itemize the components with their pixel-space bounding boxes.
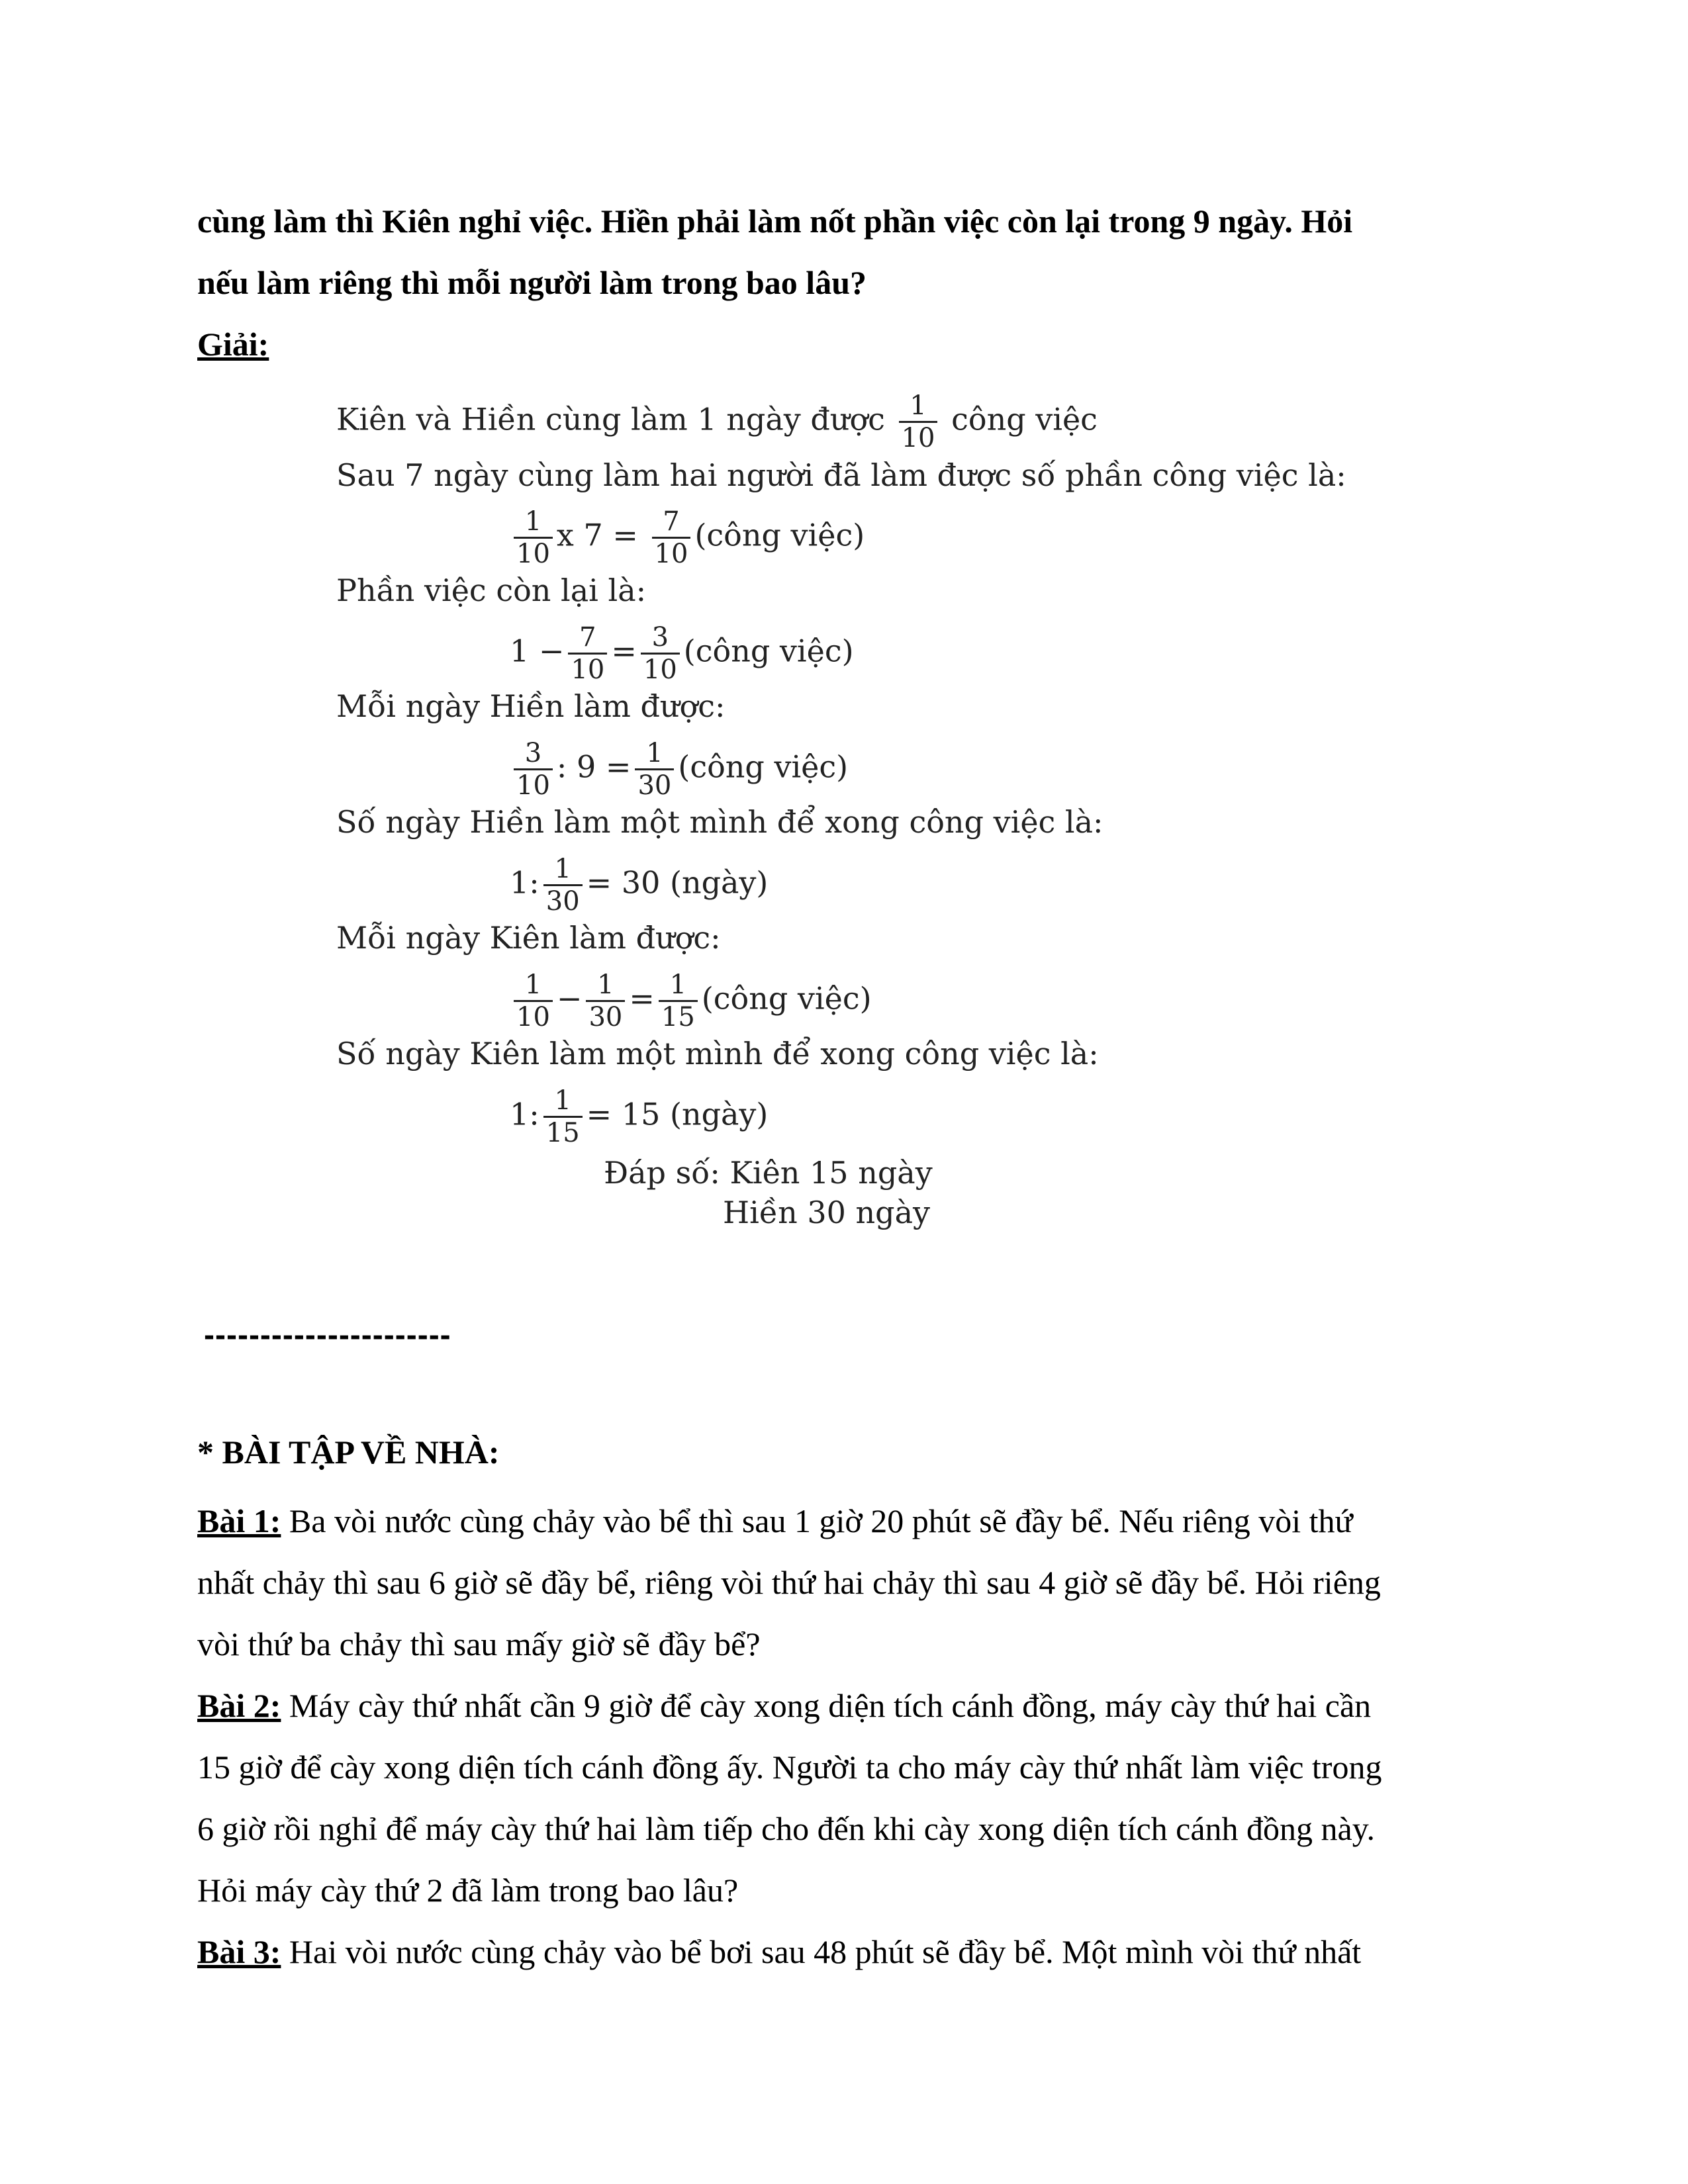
solution-line-8: Số ngày Hiền làm một mình để xong công việc là:: [336, 804, 1103, 840]
fraction: $\frac{1}{15}$: [659, 970, 698, 1032]
exercise-2-label: Bài 2:: [197, 1687, 281, 1724]
solution-line-12: Số ngày Kiên làm một mình để xong công việc là:: [336, 1036, 1099, 1071]
exercise-3-label: Bài 3:: [197, 1933, 281, 1970]
homework-heading: * BÀI TẬP VỀ NHÀ:: [197, 1433, 500, 1471]
exercise-2-line-1: Bài 2: Máy cày thứ nhất cần 9 giờ để cày xong diện tích cánh đồng, máy cày thứ hai cần: [197, 1687, 1372, 1724]
fraction: $\frac{3}{10}$: [514, 738, 553, 801]
solution-line-9: 1: $\frac{1}{30}$ = 30 (ngày): [510, 854, 769, 917]
solution-line-5: 1 − $\frac{7}{10}$ = $\frac{3}{10}$ (công việc): [510, 622, 854, 685]
fraction: $\frac{1}{30}$: [635, 738, 674, 801]
solution-line-3: $\frac{1}{10}$ x 7 = $\frac{7}{10}$ (công việc): [510, 506, 865, 569]
exercise-1-line-1: Bài 1: Ba vòi nước cùng chảy vào bể thì sau 1 giờ 20 phút sẽ đầy bể. Nếu riêng vòi thứ: [197, 1502, 1353, 1539]
fraction: $\frac{1}{15}$: [543, 1085, 583, 1148]
fraction: $\frac{1}{30}$: [586, 970, 625, 1032]
exercise-1-line-3: vòi thứ ba chảy thì sau mấy giờ sẽ đầy bể?: [197, 1625, 761, 1662]
solution-line-1: Kiên và Hiền cùng làm 1 ngày được $\frac{1}{10}$ công việc: [336, 390, 1098, 453]
solution-line-10: Mỗi ngày Kiên làm được:: [336, 920, 721, 956]
fraction: $\frac{1}{30}$: [543, 854, 583, 917]
answer-line-1: Đáp số: Kiên 15 ngày: [604, 1155, 933, 1191]
exercise-2-line-4: Hỏi máy cày thứ 2 đã làm trong bao lâu?: [197, 1872, 739, 1909]
solution-line-6: Mỗi ngày Hiền làm được:: [336, 688, 726, 724]
solution-line-7: $\frac{3}{10}$ : 9 = $\frac{1}{30}$ (công việc): [510, 738, 848, 801]
fraction: $\frac{1}{10}$: [514, 506, 553, 569]
fraction: $\frac{1}{10}$: [899, 390, 938, 453]
solution-line-11: $\frac{1}{10}$ − $\frac{1}{30}$ = $\frac{1}{15}$ (công việc): [510, 970, 872, 1032]
separator: ----------------------: [204, 1318, 451, 1353]
fraction: $\frac{7}{10}$: [568, 622, 607, 685]
fraction: $\frac{1}{10}$: [514, 970, 553, 1032]
exercise-3-line-1: Bài 3: Hai vòi nước cùng chảy vào bể bơi sau 48 phút sẽ đầy bể. Một mình vòi thứ nhất: [197, 1933, 1362, 1970]
exercise-2-line-3: 6 giờ rồi nghỉ để máy cày thứ hai làm tiếp cho đến khi cày xong diện tích cánh đồng này.: [197, 1810, 1376, 1847]
intro-line-1: cùng làm thì Kiên nghỉ việc. Hiền phải làm nốt phần việc còn lại trong 9 ngày. Hỏi: [197, 203, 1353, 240]
solution-line-4: Phần việc còn lại là:: [336, 572, 647, 608]
fraction: $\frac{7}{10}$: [652, 506, 691, 569]
exercise-2-line-2: 15 giờ để cày xong diện tích cánh đồng ấy. Người ta cho máy cày thứ nhất làm việc trong: [197, 1749, 1382, 1786]
solution-heading: Giải:: [197, 326, 269, 363]
answer-line-2: Hiền 30 ngày: [723, 1195, 931, 1230]
solution-line-13: 1: $\frac{1}{15}$ = 15 (ngày): [510, 1085, 769, 1148]
intro-line-2: nếu làm riêng thì mỗi người làm trong bao lâu?: [197, 264, 867, 301]
solution-line-2: Sau 7 ngày cùng làm hai người đã làm được số phần công việc là:: [336, 457, 1346, 493]
exercise-1-line-2: nhất chảy thì sau 6 giờ sẽ đầy bể, riêng vòi thứ hai chảy thì sau 4 giờ sẽ đầy bể. Hỏi riêng: [197, 1564, 1381, 1601]
fraction: $\frac{3}{10}$: [641, 622, 680, 685]
exercise-1-label: Bài 1:: [197, 1502, 281, 1539]
